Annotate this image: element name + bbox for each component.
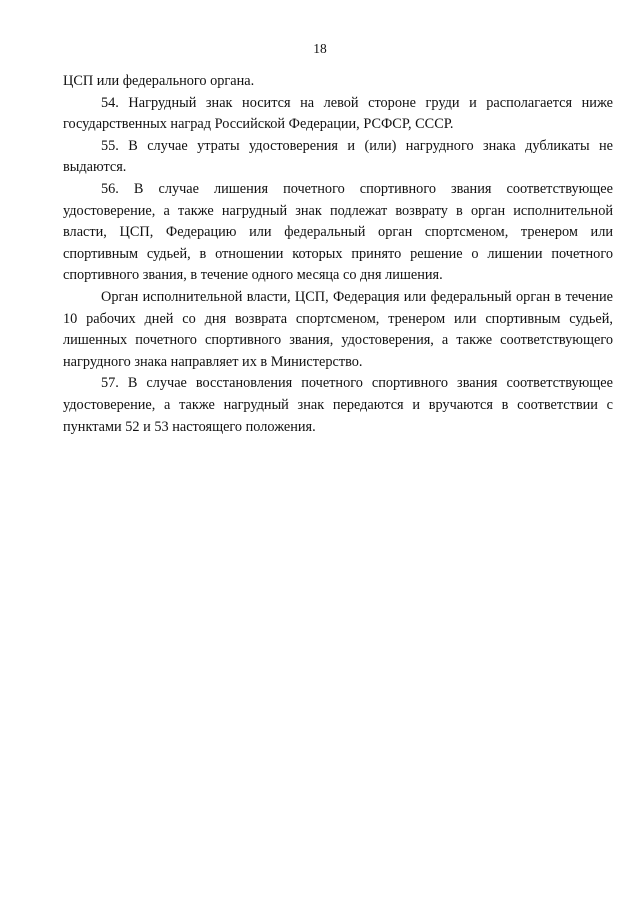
paragraph-57: 57. В случае восстановления почетного спортивного звания соответствующее удостоверение, а также нагрудный знак передаются и вручаются в соответствии с пунктами 52 и 53 настоящего положения. [63,375,613,435]
page-number: 18 [313,41,327,56]
paragraph-55: 55. В случае утраты удостоверения и (или) нагрудного знака дубликаты не выдаются. [63,137,613,176]
document-body [63,71,613,438]
paragraph-56: 56. В случае лишения почетного спортивного звания соответствующее удостоверение, а также нагрудный знак подлежат возврату в орган исполнительной власти, ЦСП, Федерацию или федеральный орган спортсменом, тренером или спортивным судьей, в отношении которых принято решение о лишении почетного спортивного звания, в течение одного месяца со дня лишения. [63,180,613,284]
paragraph-56-continued: Орган исполнительной власти, ЦСП, Федерация или федеральный орган в течение 10 рабочих дней со дня возврата спортсменом, тренером или спортивным судьей, лишенных почетного спортивного звания, удостоверения, а также соответствующего нагрудного знака направляет их в Министерство. [63,288,613,370]
paragraph-54: 54. Нагрудный знак носится на левой стороне груди и располагается ниже государственных наград Российской Федерации, РСФСР, СССР. [63,94,613,133]
paragraph-continuation: ЦСП или федерального органа. [63,73,255,89]
